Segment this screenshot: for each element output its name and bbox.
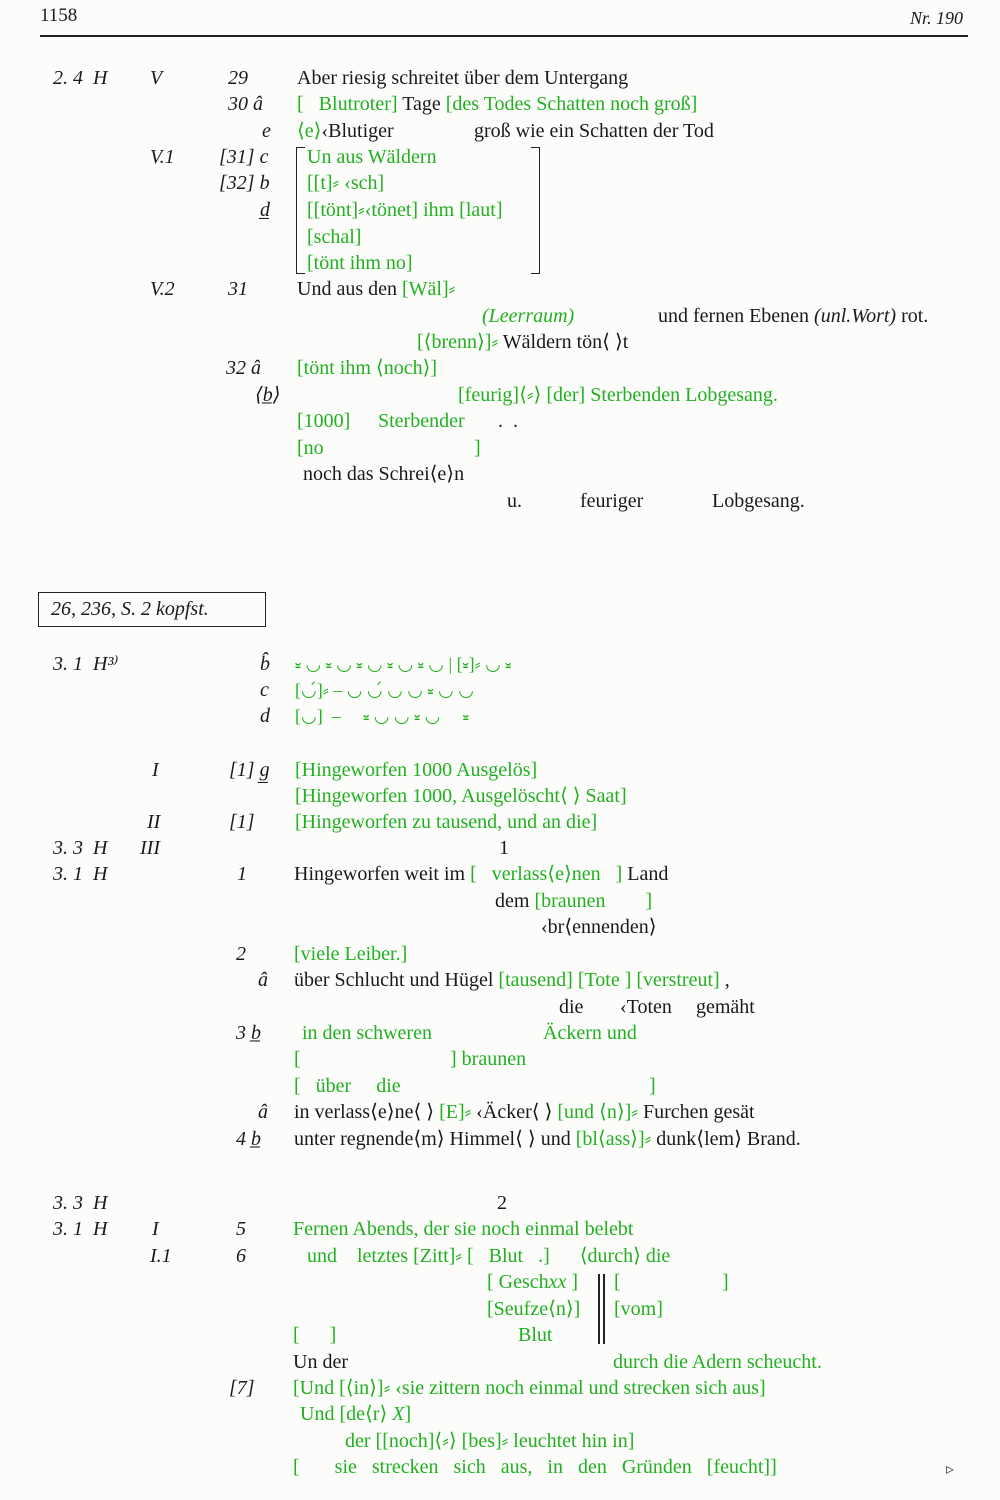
green-text: [[t]⸗ ‹sch]	[307, 172, 385, 194]
source-box	[38, 592, 266, 627]
black-text: ‹Äcker⟨ ⟩	[476, 1101, 553, 1123]
verse-line	[658, 304, 928, 328]
illegible-letters: xx	[548, 1271, 567, 1293]
metric-scheme: ⏓ ◡ ⏓ ◡ ⏓ ◡ ⏓ ◡ ⏓ ◡ | [⏓]⸗ ◡ ⏓	[295, 654, 512, 674]
green-text: (Leerraum)	[482, 305, 575, 327]
black-text: in verlass⟨e⟩ne⟨ ⟩	[294, 1101, 435, 1123]
black-text: ‹Toten	[620, 996, 672, 1018]
green-text: [schal]	[307, 226, 362, 248]
illegible-letters: X	[392, 1403, 405, 1425]
black-text: ,	[724, 969, 730, 991]
line-number: 29	[228, 67, 248, 89]
siglum: 3. 3 H	[53, 837, 108, 859]
green-text: [tönt ihm no]	[307, 252, 413, 274]
green-text	[300, 1402, 411, 1426]
line-number: 2	[236, 943, 246, 965]
black-text: Un der	[293, 1351, 348, 1373]
stage-label: V	[150, 67, 163, 89]
green-text: [Wäl]⸗	[401, 278, 456, 300]
green-text: ⟨e⟩	[297, 120, 322, 142]
green-text	[487, 1270, 578, 1294]
green-text: Blut	[518, 1324, 553, 1346]
line-number: [7]	[229, 1377, 255, 1399]
verse-line	[495, 889, 652, 913]
green-text: [Und [⟨in⟩]⸗ ‹sie zittern noch einmal und strecken sich aus]	[293, 1377, 766, 1399]
black-text: Lobgesang.	[712, 490, 805, 512]
green-text: [ sie strecken sich aus, in den Gründen [feucht]]	[293, 1456, 777, 1478]
verse-line	[297, 277, 455, 301]
green-text: Un aus Wäldern	[307, 146, 437, 168]
line-number: d	[260, 705, 270, 727]
line-number: 30 â	[228, 93, 263, 115]
strophe-number: 2	[497, 1192, 507, 1214]
double-bar	[598, 1274, 600, 1344]
green-text: [no	[297, 437, 324, 459]
page-number: 1158	[40, 5, 78, 26]
line-number: [1]	[229, 811, 255, 833]
green-text: [tönt ihm ⟨noch⟩]	[297, 357, 438, 379]
stage-label: I.1	[150, 1245, 172, 1267]
green-text: [feurig]⟨⸗⟩ [der] Sterbenden Lobgesang.	[458, 384, 778, 406]
green-text: [	[614, 1271, 621, 1293]
line-number: [31] c	[219, 146, 269, 168]
line-number: 6	[236, 1245, 246, 1267]
black-text: Land	[627, 863, 669, 885]
green-text: [viele Leiber.]	[294, 943, 408, 965]
left-bracket	[296, 147, 305, 274]
green-text: ]	[722, 1271, 729, 1293]
green-text: Und [de⟨r⟩	[300, 1403, 393, 1425]
verse-line: Aber riesig schreitet über dem Untergang	[297, 67, 629, 89]
line-number: e	[262, 120, 271, 142]
black-text: rot.	[901, 305, 929, 327]
line-number: b̂	[260, 653, 270, 675]
green-text: [1000]	[297, 410, 351, 432]
green-text: [	[297, 93, 304, 115]
black-text: . .	[498, 410, 518, 432]
black-text: Tage	[402, 93, 441, 115]
continue-arrow-icon: ▹	[946, 1461, 955, 1478]
green-text: ] braunen	[450, 1048, 527, 1070]
green-text: Äckern und	[543, 1022, 637, 1044]
verse-line	[294, 968, 730, 992]
siglum: 3. 1 H³⁾	[53, 653, 119, 675]
green-text: [Hingeworfen 1000 Ausgelös]	[295, 759, 538, 781]
green-text: [Seufze⟨n⟩]	[487, 1298, 581, 1320]
green-text: ]	[404, 1403, 412, 1425]
line-number: d̲	[260, 199, 270, 221]
line-number: ⟨b̲⟩	[255, 384, 281, 406]
green-text: [ über die	[294, 1075, 401, 1097]
green-text: ]	[474, 437, 481, 459]
siglum: 3. 3 H	[53, 1192, 108, 1214]
black-text: dem	[495, 890, 530, 912]
green-text: der [[noch]⟨⸗⟩ [bes]⸗ leuchtet hin in]	[345, 1430, 635, 1452]
metric-scheme: [◡] – ⏓ ◡ ◡ ⏓ ◡ ⏓	[295, 706, 469, 726]
stage-label: I	[152, 1218, 159, 1240]
black-text: dunk⟨lem⟩ Brand.	[656, 1128, 801, 1150]
green-text: [ verlass⟨e⟩nen ]	[470, 863, 623, 885]
green-text: durch die Adern scheucht.	[613, 1351, 822, 1373]
black-text: über Schlucht und Hügel	[294, 969, 494, 991]
green-text: [E]⸗	[439, 1101, 472, 1123]
black-text: Wäldern tön⟨ ⟩t	[502, 331, 629, 353]
green-text: ]	[649, 1075, 656, 1097]
double-bar	[603, 1274, 605, 1344]
siglum: 3. 1 H	[53, 863, 108, 885]
stage-label: II	[147, 811, 161, 833]
source-label: 26, 236, S. 2 kopfst.	[51, 598, 209, 620]
verse-line	[294, 1100, 755, 1124]
black-text: Und aus den	[297, 278, 397, 300]
entry-number: Nr. 190	[910, 8, 964, 28]
verse-line: groß wie ein Schatten der Tod	[474, 120, 714, 142]
green-text: ]	[566, 1271, 579, 1293]
line-number: 1	[237, 863, 247, 885]
green-text: [⟨brenn⟩]⸗	[417, 331, 499, 353]
strophe-number: 1	[499, 837, 509, 859]
black-text: u.	[507, 490, 522, 512]
black-text: ‹br⟨ennenden⟩	[541, 916, 657, 938]
verse-line	[294, 862, 668, 886]
line-number: â	[258, 969, 268, 991]
green-text: [Hingeworfen zu tausend, und an die]	[295, 811, 598, 833]
line-number: [32] b	[219, 172, 270, 194]
green-text: und letztes [Zitt]⸗ [ Blut .] ⟨durch⟩ die	[307, 1245, 671, 1267]
stage-label: III	[140, 837, 160, 859]
stage-label: V.1	[150, 146, 175, 168]
line-number: 4 b̲	[236, 1128, 261, 1150]
line-number: 5	[236, 1218, 246, 1240]
header-rule	[40, 35, 968, 37]
green-text: [bl⟨ass⟩]⸗	[575, 1128, 652, 1150]
green-text: [ ]	[293, 1324, 337, 1346]
black-text: gemäht	[696, 996, 755, 1018]
line-number: â	[258, 1101, 268, 1123]
right-bracket	[531, 147, 540, 274]
black-text: unter regnende⟨m⟩ Himmel⟨ ⟩ und	[294, 1128, 571, 1150]
stage-label: V.2	[150, 278, 175, 300]
green-text: Sterbender	[378, 410, 465, 432]
green-text: [	[294, 1048, 301, 1070]
green-text: [ Gesch	[487, 1271, 549, 1293]
green-text: in den schweren	[302, 1022, 432, 1044]
verse-line: noch das Schrei⟨e⟩n	[303, 463, 465, 485]
green-text: [und ⟨n⟩]⸗	[557, 1101, 638, 1123]
line-number: 31	[228, 278, 248, 300]
verse-line	[417, 330, 628, 354]
verse-line	[294, 1127, 801, 1151]
black-text: und fernen Ebenen	[658, 305, 810, 327]
green-text: [tausend] [Tote ] [verstreut]	[498, 969, 720, 991]
black-text: feuriger	[580, 490, 644, 512]
green-text: [Hingeworfen 1000, Ausgelöscht⟨ ⟩ Saat]	[295, 785, 627, 807]
green-text: Blutroter]	[318, 93, 398, 115]
line-number: [1] g̲	[229, 759, 270, 781]
green-text: [des Todes Schatten noch groß]	[445, 93, 698, 115]
green-text: [[tönt]⸗‹tönet] ihm [laut]	[307, 199, 503, 221]
editorial-note: (unl.Wort)	[814, 305, 897, 327]
siglum: 3. 1 H	[53, 1218, 108, 1240]
stage-label: I	[152, 759, 159, 781]
line-number: c	[260, 679, 269, 701]
verse-line	[297, 119, 394, 143]
black-text: Furchen gesät	[642, 1101, 755, 1123]
black-text: ‹Blutiger	[321, 120, 394, 142]
green-text: Fernen Abends, der sie noch einmal belebt	[293, 1218, 634, 1240]
green-text: [vom]	[614, 1298, 663, 1320]
siglum: 2. 4 H	[53, 67, 108, 89]
green-text: [braunen ]	[534, 890, 653, 912]
verse-line	[297, 92, 697, 116]
line-number: 3 b̲	[236, 1022, 261, 1044]
metric-scheme: [◡́]⸗ – ◡ ◡́ ◡ ◡ ⏓ ◡ ◡	[295, 680, 474, 700]
black-text: Hingeworfen weit im	[294, 863, 466, 885]
black-text: die	[559, 996, 584, 1018]
line-number: 32 â	[226, 357, 261, 379]
